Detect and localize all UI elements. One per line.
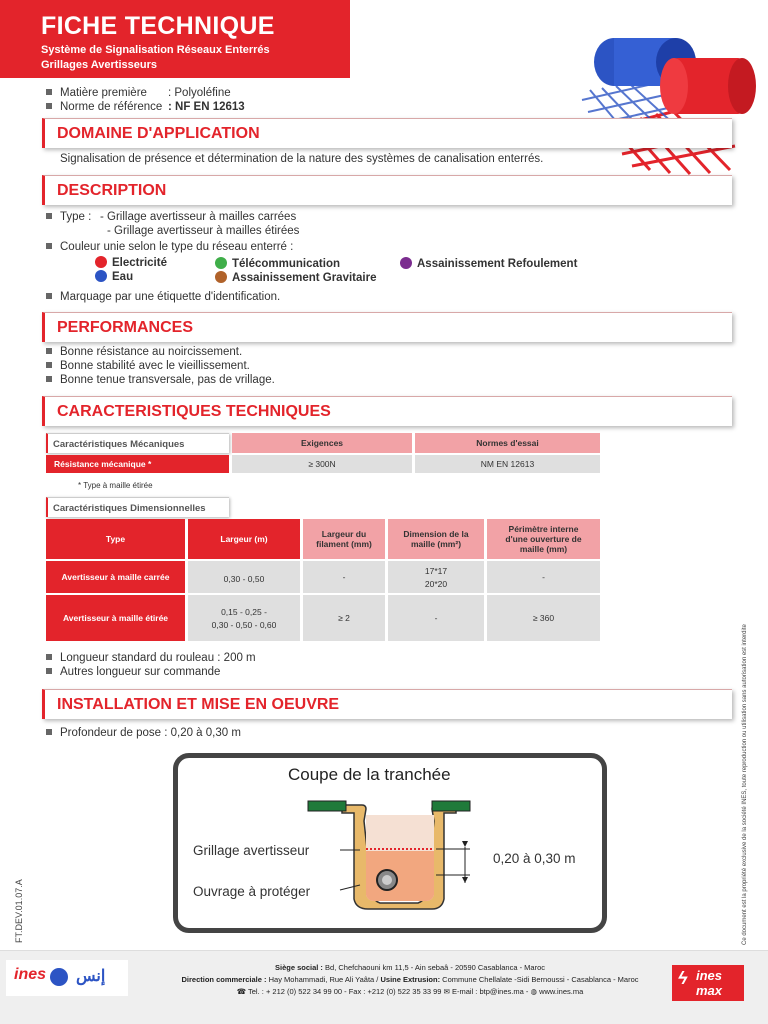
dim-row-carree-type: Avertisseur à maille carrée bbox=[46, 561, 185, 593]
page-subtitle-2: Grillages Avertisseurs bbox=[41, 59, 157, 71]
bullet-icon bbox=[46, 213, 52, 219]
section-description: DESCRIPTION bbox=[42, 175, 732, 205]
bullet-icon bbox=[46, 243, 52, 249]
page-subtitle: Système de Signalisation Réseaux Enterrés bbox=[41, 44, 270, 56]
dim-col-maille: Dimension de la maille (mm²) bbox=[388, 519, 484, 559]
dim-header: Caractéristiques Dimensionnelles bbox=[46, 497, 229, 517]
label-ouvrage: Ouvrage à protéger bbox=[193, 884, 311, 899]
note-autres: Autres longueur sur commande bbox=[46, 665, 220, 679]
dim-row-etiree-largeur: 0,15 - 0,25 - 0,30 - 0,50 - 0,60 bbox=[188, 595, 300, 641]
bullet-icon bbox=[46, 654, 52, 660]
meca-row-exigence: ≥ 300N bbox=[232, 455, 412, 473]
bullet-icon bbox=[46, 103, 52, 109]
dim-row-etiree-type: Avertisseur à maille étirée bbox=[46, 595, 185, 641]
profondeur-text: Profondeur de pose : 0,20 à 0,30 m bbox=[46, 726, 241, 740]
domaine-text: Signalisation de présence et détermination de la nature des systèmes de canalisation enterrés. bbox=[60, 153, 544, 165]
bullet-icon bbox=[46, 348, 52, 354]
color-assainissement-refoulement: Assainissement Refoulement bbox=[400, 257, 577, 270]
footer-address: Siège social : Bd, Chefchaouni km 11,5 - Ain sebaâ - 20590 Casablanca - Maroc Direction commerciale : Hay Mohammadi, Rue Ali Yaâta / Usine Extrusion: Commune Chellalate -Sidi Bernoussi - Casablanca - Maroc ☎ Tel. : + 212 (0) 522 34 99 00 - Fax : +212 (0) 522 35 33 99 ✉ E-mail : btp@ines.ma - ◍ www.ines.ma bbox=[181, 963, 639, 996]
label-grillage: Grillage avertisseur bbox=[193, 843, 310, 858]
star-emblem-icon bbox=[50, 968, 68, 986]
intro-item-matiere: Matière première : Polyoléfine bbox=[46, 86, 231, 100]
perf-item: Bonne résistance au noircissement. bbox=[46, 345, 242, 359]
note-longueur: Longueur standard du rouleau : 200 m bbox=[46, 651, 256, 665]
bullet-icon bbox=[46, 293, 52, 299]
purple-dot-icon bbox=[400, 257, 412, 269]
dim-col-largeur: Largeur (m) bbox=[188, 519, 300, 559]
bullet-icon bbox=[46, 729, 52, 735]
section-caracteristiques: CARACTERISTIQUES TECHNIQUES bbox=[42, 396, 732, 426]
dim-row-carree-largeur: 0,30 - 0,50 bbox=[188, 561, 300, 593]
blue-dot-icon bbox=[95, 270, 107, 282]
meca-row-label: Résistance mécanique * bbox=[46, 455, 229, 473]
green-dot-icon bbox=[215, 257, 227, 269]
red-dot-icon bbox=[95, 256, 107, 268]
page-title: FICHE TECHNIQUE bbox=[41, 12, 275, 40]
dim-row-etiree-perimetre: ≥ 360 bbox=[487, 595, 600, 641]
meca-header: Caractéristiques Mécaniques bbox=[46, 433, 229, 453]
brown-dot-icon bbox=[215, 271, 227, 283]
dim-row-etiree-filament: ≥ 2 bbox=[303, 595, 385, 641]
product-rolls-image bbox=[570, 30, 760, 175]
ines-logo-left: ines إنس bbox=[6, 960, 128, 996]
copyright-side-text: Ce document est la propriété exclusive de la société INES, toute reproduction ou utilisation sans autorisation est interdite bbox=[742, 624, 748, 945]
color-eau: Eau bbox=[95, 270, 133, 283]
dim-col-type: Type bbox=[46, 519, 185, 559]
phone-icon: ☎ bbox=[236, 987, 247, 996]
label-depth: 0,20 à 0,30 m bbox=[493, 851, 576, 866]
section-domaine: DOMAINE D'APPLICATION bbox=[42, 118, 732, 148]
diagram-title: Coupe de la tranchée bbox=[288, 765, 451, 784]
dim-row-carree-filament: - bbox=[303, 561, 385, 593]
trench-section-drawing bbox=[300, 795, 480, 915]
meca-col-exigences: Exigences bbox=[232, 433, 412, 453]
email-icon: ✉ bbox=[443, 987, 450, 996]
globe-icon: ◍ bbox=[530, 987, 537, 996]
bullet-icon bbox=[46, 362, 52, 368]
reference-code: FT.DEV.01.07.A bbox=[14, 879, 24, 943]
marquage-text: Marquage par une étiquette d'identification. bbox=[46, 290, 280, 304]
bullet-icon bbox=[46, 89, 52, 95]
type-item-1: - Grillage avertisseur à mailles carrées bbox=[100, 211, 297, 223]
type-item-2: - Grillage avertisseur à mailles étirées bbox=[107, 225, 300, 237]
meca-row-norme: NM EN 12613 bbox=[415, 455, 600, 473]
dim-row-carree-maille: 17*17 20*20 bbox=[388, 561, 484, 593]
perf-item: Bonne tenue transversale, pas de vrillage. bbox=[46, 373, 275, 387]
dim-row-carree-perimetre: - bbox=[487, 561, 600, 593]
section-installation: INSTALLATION ET MISE EN OEUVRE bbox=[42, 689, 732, 719]
ines-max-logo: ϟ ines max bbox=[672, 965, 744, 1001]
meca-col-normes: Normes d'essai bbox=[415, 433, 600, 453]
meca-note: * Type à maille étirée bbox=[78, 481, 153, 490]
dim-col-filament: Largeur du filament (mm) bbox=[303, 519, 385, 559]
color-telecommunication: Télécommunication bbox=[215, 257, 340, 270]
dim-col-perimetre: Périmètre interne d'une ouverture de maille (mm) bbox=[487, 519, 600, 559]
color-assainissement-gravitaire: Assainissement Gravitaire bbox=[215, 271, 376, 284]
bullet-icon bbox=[46, 668, 52, 674]
dim-row-etiree-maille: - bbox=[388, 595, 484, 641]
lightning-icon: ϟ bbox=[678, 968, 688, 988]
perf-item: Bonne stabilité avec le vieillissement. bbox=[46, 359, 250, 373]
intro-item-norme: Norme de référence : NF EN 12613 bbox=[46, 100, 245, 114]
couleur-text: Couleur unie selon le type du réseau enterré : bbox=[46, 240, 293, 254]
header-banner bbox=[0, 0, 350, 78]
bullet-icon bbox=[46, 376, 52, 382]
type-label: Type : bbox=[46, 210, 91, 224]
section-performances: PERFORMANCES bbox=[42, 312, 732, 342]
color-electricite: Electricité bbox=[95, 256, 167, 269]
